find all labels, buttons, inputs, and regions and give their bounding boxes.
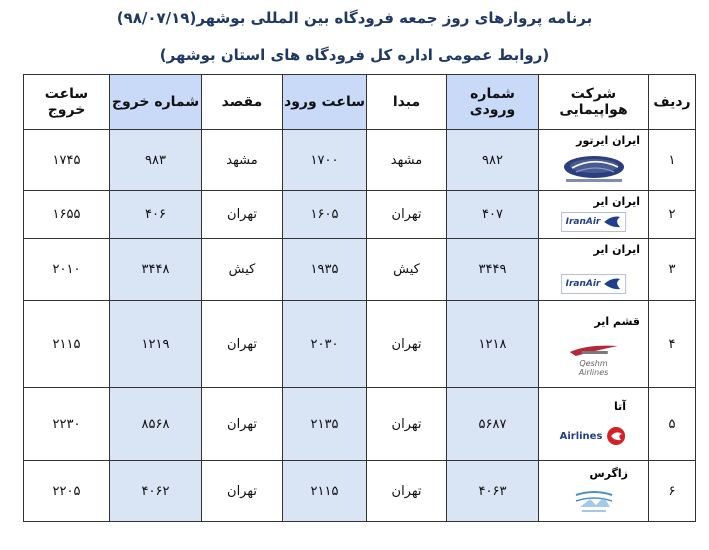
origin: تهران xyxy=(367,301,447,388)
ata-airlines-logo xyxy=(560,426,628,446)
table-row xyxy=(24,130,696,191)
row-number: ۶ xyxy=(649,461,696,522)
page-subtitle: (روابط عمومی اداره کل فرودگاه های استان بوشهر) xyxy=(159,46,550,64)
page-title: برنامه پروازهای روز جمعه فرودگاه بین المللی بوشهر(۹۸/۰۷/۱۹) xyxy=(116,9,593,27)
row-number: ۵ xyxy=(649,388,696,461)
destination: تهران xyxy=(202,461,283,522)
departure-number: ۱۲۱۹ xyxy=(110,301,202,388)
departure-number: ۸۵۶۸ xyxy=(110,388,202,461)
iran-airtour-logo xyxy=(562,154,626,184)
arrival-number: ۵۶۸۷ xyxy=(447,388,539,461)
arrival-number: ۴۰۷ xyxy=(447,191,539,239)
airline-name: زاگرس xyxy=(589,467,628,480)
arrival-time: ۲۱۳۵ xyxy=(283,388,367,461)
arrival-time: ۱۹۳۵ xyxy=(283,239,367,301)
arrival-number: ۴۰۶۳ xyxy=(447,461,539,522)
col-header-row-number: ردیف xyxy=(649,75,696,130)
table-row xyxy=(24,191,696,239)
table-row xyxy=(24,388,696,461)
destination: تهران xyxy=(202,191,283,239)
flight-schedule-table xyxy=(23,74,696,522)
arrival-time: ۲۱۱۵ xyxy=(283,461,367,522)
destination: کیش xyxy=(202,239,283,301)
departure-number: ۴۰۶ xyxy=(110,191,202,239)
origin: تهران xyxy=(367,461,447,522)
airline-cell xyxy=(539,301,649,388)
table-header-row xyxy=(24,75,696,130)
departure-time: ۱۷۴۵ xyxy=(24,130,110,191)
col-header-arrival-number: شماره ورودی xyxy=(447,75,539,130)
departure-time: ۲۲۰۵ xyxy=(24,461,110,522)
destination: مشهد xyxy=(202,130,283,191)
zagros-logo xyxy=(572,489,616,515)
arrival-number: ۱۲۱۸ xyxy=(447,301,539,388)
arrival-number: ۳۴۴۹ xyxy=(447,239,539,301)
airline-name: آتا xyxy=(613,400,626,413)
logo-text: IranAir xyxy=(565,279,601,289)
table-row xyxy=(24,239,696,301)
departure-number: ۳۴۴۸ xyxy=(110,239,202,301)
logo-text: IranAir xyxy=(565,217,601,227)
table-row xyxy=(24,461,696,522)
col-header-destination: مقصد xyxy=(202,75,283,130)
row-number: ۳ xyxy=(649,239,696,301)
airline-name: قشم ایر xyxy=(594,315,640,328)
qeshm-air-logo xyxy=(566,342,621,377)
arrival-time: ۱۷۰۰ xyxy=(283,130,367,191)
airline-name: ایران ایر xyxy=(593,195,640,208)
departure-number: ۴۰۶۲ xyxy=(110,461,202,522)
destination: تهران xyxy=(202,388,283,461)
iranair-logo xyxy=(561,212,627,232)
airline-name: ایران ایرتور xyxy=(576,134,640,147)
departure-time: ۱۶۵۵ xyxy=(24,191,110,239)
airline-cell xyxy=(539,461,649,522)
arrival-time: ۲۰۳۰ xyxy=(283,301,367,388)
departure-time: ۲۱۱۵ xyxy=(24,301,110,388)
airline-cell xyxy=(539,388,649,461)
row-number: ۲ xyxy=(649,191,696,239)
airline-name: ایران ایر xyxy=(593,243,640,256)
origin: تهران xyxy=(367,388,447,461)
destination: تهران xyxy=(202,301,283,388)
col-header-departure-time: ساعت خروج xyxy=(24,75,110,130)
col-header-airline: شرکت هواپیمایی xyxy=(539,75,649,130)
row-number: ۴ xyxy=(649,301,696,388)
airline-cell xyxy=(539,130,649,191)
logo-text: Airlines xyxy=(559,430,603,442)
arrival-number: ۹۸۲ xyxy=(447,130,539,191)
departure-time: ۲۰۱۰ xyxy=(24,239,110,301)
table-row xyxy=(24,301,696,388)
col-header-departure-number: شماره خروج xyxy=(110,75,202,130)
iranair-logo xyxy=(561,274,627,294)
arrival-time: ۱۶۰۵ xyxy=(283,191,367,239)
logo-text: Qeshm Airlines xyxy=(578,359,609,377)
origin: مشهد xyxy=(367,130,447,191)
departure-time: ۲۲۳۰ xyxy=(24,388,110,461)
departure-number: ۹۸۳ xyxy=(110,130,202,191)
airline-cell xyxy=(539,191,649,239)
origin: کیش xyxy=(367,239,447,301)
row-number: ۱ xyxy=(649,130,696,191)
airline-cell xyxy=(539,239,649,301)
origin: تهران xyxy=(367,191,447,239)
col-header-arrival-time: ساعت ورود xyxy=(283,75,367,130)
col-header-origin: مبدا xyxy=(367,75,447,130)
